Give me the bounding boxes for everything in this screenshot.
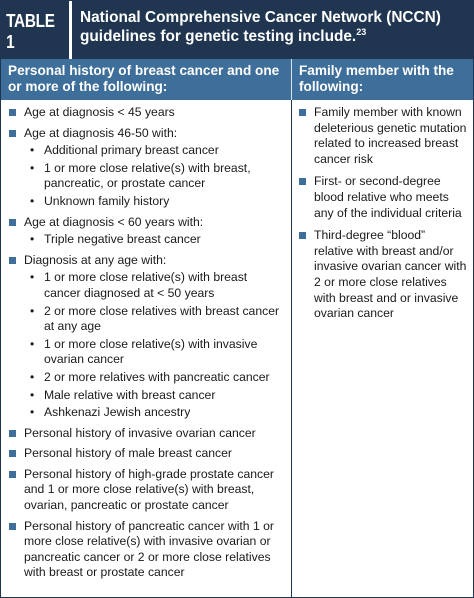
sub-criteria-item [28, 370, 285, 386]
sub-criteria-text: Additional primary breast cancer [44, 143, 219, 158]
family-criteria-item [298, 105, 467, 167]
criteria-text: Personal history of invasive ovarian cancer [24, 425, 256, 440]
dot-bullet-icon: • [30, 369, 35, 384]
square-bullet-icon [9, 523, 16, 530]
square-bullet-icon [9, 130, 16, 137]
dot-bullet-icon: • [30, 143, 35, 158]
sub-criteria-item [28, 337, 285, 368]
column-headers [1, 59, 473, 100]
sub-criteria-text: Triple negative breast cancer [44, 232, 201, 247]
sub-criteria-text: Ashkenazi Jewish ancestry [44, 405, 191, 420]
family-criteria-item [298, 174, 467, 221]
criteria-text: Personal history of pancreatic cancer with 1 or more close relative(s) with invasive ovarian or pancreatic cancer or 2 or more close relatives with breast or prostate cancer [24, 518, 274, 580]
square-bullet-icon [299, 178, 306, 185]
table-number: TABLE 1 [6, 11, 55, 52]
title-reference: 23 [356, 26, 367, 37]
family-criteria-text: Third-degree “blood” relative with breast and/or invasive ovarian cancer with 2 or more close relatives with breast and or invasive ovarian cancer [314, 228, 467, 321]
sub-criteria-text: 1 or more close relative(s) with breast, pancreatic, or prostate cancer [44, 160, 251, 191]
sub-criteria-text: 2 or more close relatives with breast cancer at any age [44, 303, 280, 334]
criteria-item [8, 215, 285, 248]
criteria-text: Personal history of high-grade prostate cancer and 1 or more close relative(s) with breast, ovarian, pancreatic or prostate cancer [24, 466, 274, 513]
column-header-personal-history: Personal history of breast cancer and one or more of the following: [1, 59, 292, 100]
family-member-column [292, 100, 473, 597]
sub-criteria-text: Male relative with breast cancer [44, 387, 216, 402]
square-bullet-icon [9, 219, 16, 226]
personal-history-column [1, 100, 292, 597]
square-bullet-icon [9, 430, 16, 437]
dot-bullet-icon: • [30, 303, 35, 318]
dot-bullet-icon: • [30, 160, 35, 175]
table-header [1, 1, 473, 59]
sub-criteria-text: Unknown family history [44, 193, 170, 208]
sub-criteria-item [28, 388, 285, 404]
square-bullet-icon [9, 450, 16, 457]
criteria-text: Personal history of male breast cancer [24, 446, 232, 461]
dot-bullet-icon: • [30, 193, 35, 208]
criteria-item [8, 519, 285, 581]
sub-criteria-item [28, 270, 285, 301]
sub-criteria-item [28, 232, 285, 248]
sub-criteria-text: 1 or more close relative(s) with breast cancer diagnosed at < 50 years [44, 270, 248, 300]
criteria-item [8, 126, 285, 210]
criteria-text: Age at diagnosis < 60 years with: [24, 214, 204, 229]
criteria-item [8, 467, 285, 514]
sub-criteria-item [28, 405, 285, 421]
sub-criteria-item [28, 143, 285, 159]
column-header-family-member: Family member with the following: [299, 63, 454, 94]
criteria-item [8, 253, 285, 421]
dot-bullet-icon: • [30, 232, 35, 247]
sub-criteria-text: 2 or more relatives with pancreatic cancer [44, 369, 270, 384]
sub-criteria-list [24, 143, 285, 209]
sub-criteria-list [24, 270, 285, 420]
criteria-text: Diagnosis at any age with: [24, 252, 167, 267]
dot-bullet-icon: • [30, 387, 35, 402]
sub-criteria-item [28, 304, 285, 335]
family-criteria-item [298, 228, 467, 322]
dot-bullet-icon: • [30, 270, 35, 285]
criteria-item [8, 105, 285, 121]
dot-bullet-icon: • [30, 336, 35, 351]
sub-criteria-text: 1 or more close relative(s) with invasive ovarian cancer [44, 336, 258, 367]
criteria-text: Age at diagnosis < 45 years [24, 105, 175, 119]
sub-criteria-item [28, 194, 285, 210]
family-criteria-text: First- or second-degree blood relative who meets any of the individual criteria [314, 174, 462, 220]
table-title [72, 1, 473, 59]
dot-bullet-icon: • [30, 405, 35, 420]
square-bullet-icon [299, 109, 306, 116]
square-bullet-icon [9, 109, 16, 116]
table-title-text: National Comprehensive Cancer Network (NCCN) guidelines for genetic testing include. [80, 9, 441, 45]
table-body [1, 100, 473, 597]
family-criteria-text: Family member with known deleterious genetic mutation related to increased breast cancer risk [314, 105, 467, 166]
criteria-item [8, 426, 285, 442]
square-bullet-icon [299, 232, 306, 239]
square-bullet-icon [9, 471, 16, 478]
criteria-item [8, 446, 285, 462]
square-bullet-icon [9, 257, 16, 264]
criteria-text: Age at diagnosis 46-50 with: [24, 125, 178, 140]
sub-criteria-item [28, 161, 285, 192]
sub-criteria-list [24, 232, 285, 248]
